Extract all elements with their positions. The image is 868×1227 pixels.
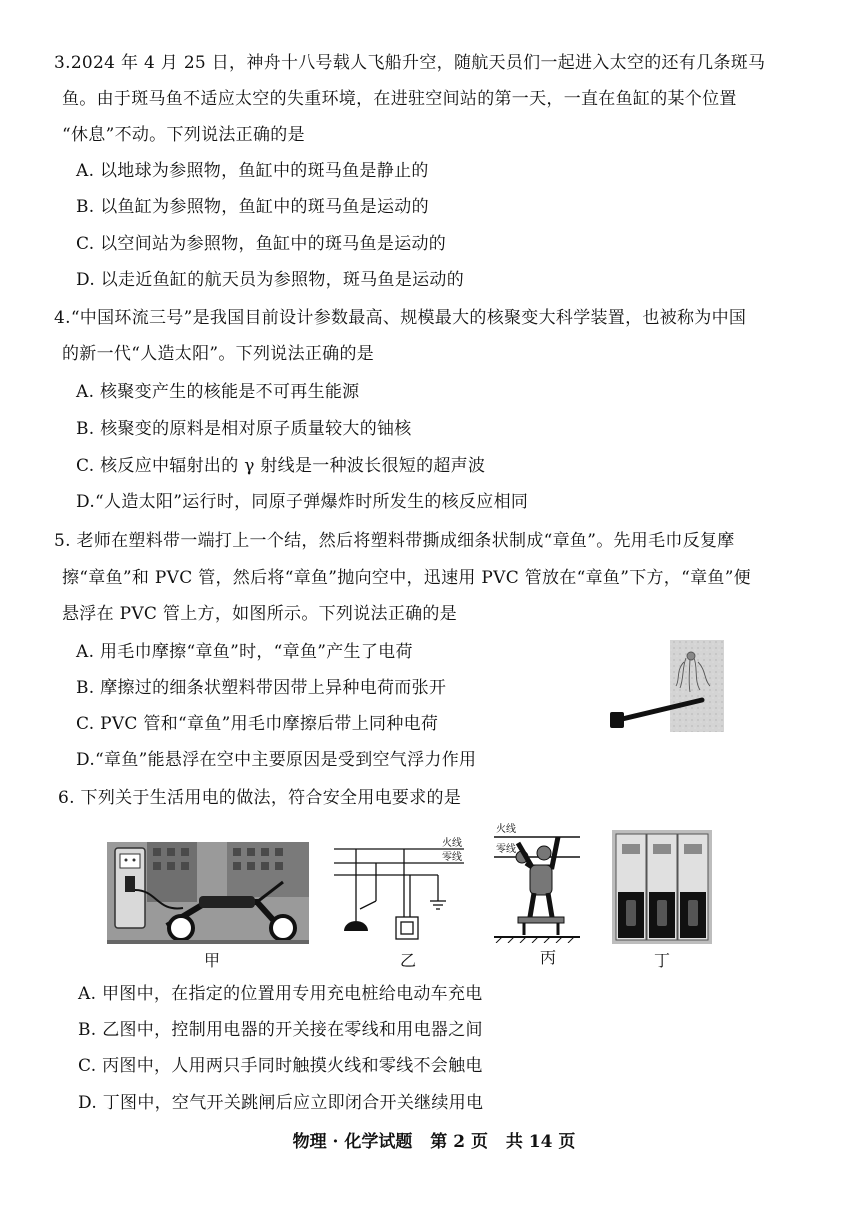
q4-option-a: A. 核聚变产生的核能是不可再生能源 — [76, 382, 360, 402]
footer-page-number: 第 2 页 — [430, 1132, 488, 1152]
q5-stem-line-3: 悬浮在 PVC 管上方，如图所示。下列说法正确的是 — [62, 604, 458, 624]
q3-stem-line-2: 鱼。由于斑马鱼不适应太空的失重环境，在进驻空间站的第一天，一直在鱼缸的某个位置 — [62, 89, 737, 109]
q6-option-c: C. 丙图中，人用两只手同时触摸火线和零线不会触电 — [78, 1056, 483, 1076]
octopus-pvc-illustration — [606, 640, 724, 732]
q5-option-a: A. 用毛巾摩擦“章鱼”时，“章鱼”产生了电荷 — [76, 642, 413, 662]
figure-jia-charging-station — [107, 842, 309, 944]
footer-total-pages: 共 14 页 — [505, 1132, 576, 1152]
figure-ding-air-switch — [612, 830, 712, 944]
q6-stem: 6. 下列关于生活用电的做法，符合安全用电要求的是 — [58, 788, 462, 808]
q3-option-a: A. 以地球为参照物，鱼缸中的斑马鱼是静止的 — [76, 161, 429, 181]
footer-subject: 物理 · 化学试题 — [292, 1132, 413, 1152]
q3-stem-line-1: 3.2024 年 4 月 25 日，神舟十八号载人飞船升空，随航天员们一起进入太空的还有几条斑马 — [54, 53, 766, 73]
q3-option-b: B. 以鱼缸为参照物，鱼缸中的斑马鱼是运动的 — [76, 197, 429, 217]
figure-yi-circuit — [330, 835, 468, 947]
q5-stem-line-1: 5. 老师在塑料带一端打上一个结，然后将塑料带撕成细条状制成“章鱼”。先用毛巾反复摩 — [54, 531, 735, 551]
charging-ebike-illustration — [107, 842, 309, 944]
q3-stem-line-3: “休息”不动。下列说法正确的是 — [62, 125, 305, 145]
q6-option-b: B. 乙图中，控制用电器的开关接在零线和用电器之间 — [78, 1020, 483, 1040]
q4-option-d: D.“人造太阳”运行时，同原子弹爆炸时所发生的核反应相同 — [76, 492, 529, 512]
yi-neutral-wire-label: 零线 — [442, 852, 462, 863]
q6-option-d: D. 丁图中，空气开关跳闸后应立即闭合开关继续用电 — [78, 1093, 484, 1113]
q3-option-c: C. 以空间站为参照物，鱼缸中的斑马鱼是运动的 — [76, 234, 447, 254]
q3-option-d: D. 以走近鱼缸的航天员为参照物，斑马鱼是运动的 — [76, 270, 465, 290]
yi-live-wire-label: 火线 — [442, 838, 462, 849]
q5-option-c: C. PVC 管和“章鱼”用毛巾摩擦后带上同种电荷 — [76, 714, 439, 734]
figure-bing-person-touching-wires — [492, 823, 582, 943]
q4-stem-line-2: 的新一代“人造太阳”。下列说法正确的是 — [62, 344, 375, 364]
air-switch-illustration — [612, 830, 712, 944]
q4-stem-line-1: 4.“中国环流三号”是我国目前设计参数最高、规模最大的核聚变大科学装置，也被称为中国 — [54, 308, 747, 328]
q5-option-b: B. 摩擦过的细条状塑料带因带上异种电荷而张开 — [76, 678, 447, 698]
bing-live-wire-label: 火线 — [496, 824, 516, 835]
bing-neutral-wire-label: 零线 — [496, 844, 516, 855]
octopus-pvc-figure — [606, 640, 724, 732]
caption-ding: 丁 — [654, 951, 671, 970]
q5-option-d: D.“章鱼”能悬浮在空中主要原因是受到空气浮力作用 — [76, 750, 477, 770]
person-wires-illustration — [492, 823, 582, 943]
page-footer — [0, 1127, 868, 1152]
caption-jia: 甲 — [204, 951, 221, 970]
caption-yi: 乙 — [400, 951, 417, 970]
q6-option-a: A. 甲图中，在指定的位置用专用充电桩给电动车充电 — [78, 984, 483, 1004]
q5-stem-line-2: 擦“章鱼”和 PVC 管，然后将“章鱼”抛向空中，迅速用 PVC 管放在“章鱼”下方，“章鱼”便 — [62, 568, 751, 588]
q4-option-c: C. 核反应中辐射出的 γ 射线是一种波长很短的超声波 — [76, 456, 486, 476]
q4-option-b: B. 核聚变的原料是相对原子质量较大的铀核 — [76, 419, 412, 439]
caption-bing: 丙 — [540, 948, 557, 967]
